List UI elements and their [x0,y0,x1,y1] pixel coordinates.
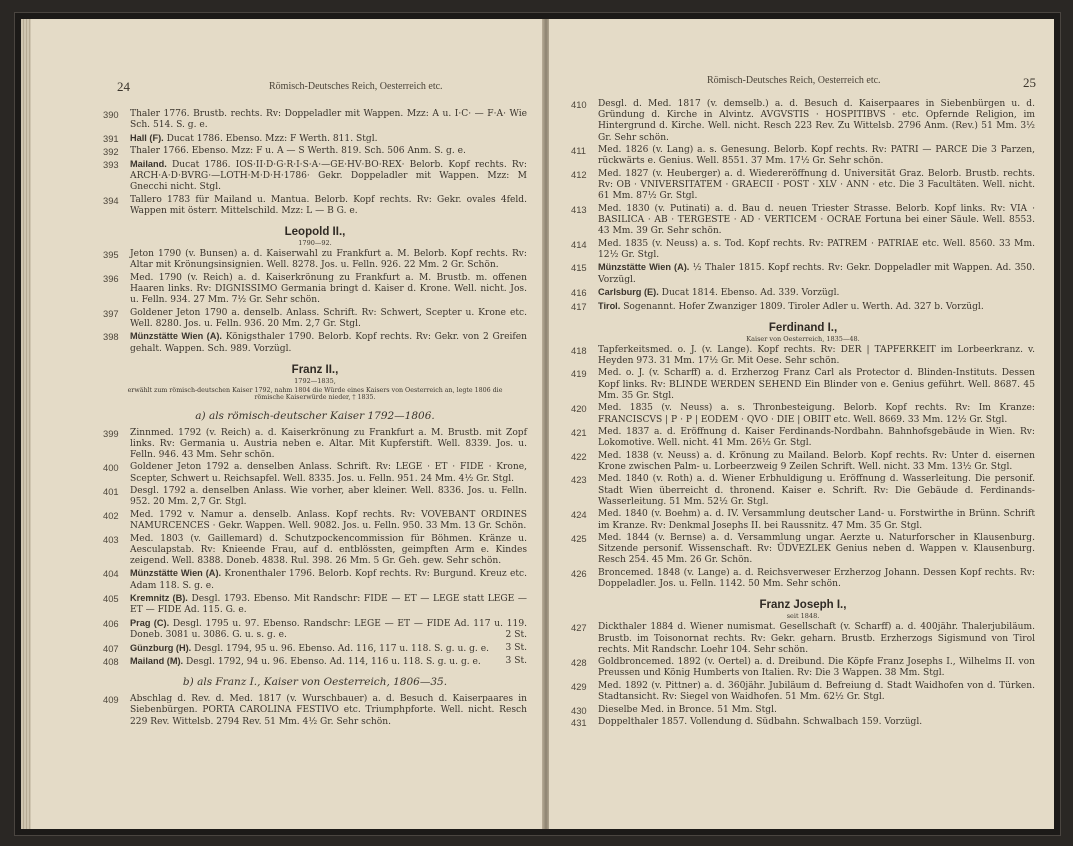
entry-number: 393 [103,158,119,170]
entry-text: Zinnmed. 1792 (v. Reich) a. d. Kaiserkrönung zu Frankfurt a. M. Brustb. mit Zopf links. Rv: Germania u. Austria neben e. Altar. Mit Kupferstift. Well. 8339. Jos. u. Felln. 946. 43 Mm. Sehr schön. [130,427,527,460]
page-number: 25 [1023,75,1036,90]
catalog-entry [103,159,527,194]
catalog-entry [103,195,527,217]
entry-number: 426 [571,567,587,579]
entry-number: 398 [103,331,119,343]
catalog-entry [103,694,527,728]
entry-mint: Mailand. [130,158,167,169]
entry-number: 424 [571,509,587,521]
entry-number: 418 [571,344,587,356]
entry-count: 3 St. [505,656,527,667]
catalog-entry [103,146,527,157]
catalog-entry [571,287,1035,299]
entry-list [103,694,527,728]
subheading: b) als Franz I., Kaiser von Oesterreich, 1806—35. [182,676,448,689]
catalog-entry [571,533,1035,567]
running-head: Römisch-Deutsches Reich, Oesterreich etc. [269,81,443,92]
entry-number: 406 [103,617,119,629]
entry-number: 395 [103,249,119,261]
section-heading [103,226,527,247]
catalog-entry [103,308,527,330]
entry-number: 399 [103,427,119,439]
entry-number: 408 [103,656,119,668]
entry-number: 412 [571,168,587,180]
entry-list [103,428,527,669]
entry-text: Med. 1840 (v. Roth) a. d. Wiener Erbhuldigung u. Eröffnung d. Wasserleitung. Die personif. Stadt Wien überreicht d. thronend. Kaiser e. Schrift. Rv: Die Gebäude d. Ferdinands-Wasserleitung. 51 Mm. 52½ Gr. Stgl. [598,474,1035,507]
heading-years: Kaiser von Oesterreich, 1835—48. [746,334,860,343]
catalog-entry [571,427,1035,449]
entry-text: Tallero 1783 für Mailand u. Mantua. Belorb. Kopf rechts. Rv: Gekr. ovales 4feld. Wappen mit österr. Mittelschild. Mzz: L — B G. e. [130,194,527,216]
entry-text: Med. 1835 (v. Neuss) a. s. Thronbesteigung. Belorb. Kopf rechts. Rv: Im Kranze: FRANCISCVS | P · P | EODEM · QVO · DIE | OBIIT etc. Well. 8669. 33 Mm. 12½ Gr. Stgl. [598,403,1035,425]
entry-number: 422 [571,450,587,462]
section-heading [571,322,1035,343]
entry-text: Med. 1792 v. Namur a. denselb. Anlass. Kopf rechts. Rv: VOVEBANT ORDINES NAMURCENCES · Gekr. Wappen. Well. 9082. Jos. u. Felln. 950. 33 Mm. 13 Gr. Schön. [130,509,527,532]
heading-title: Ferdinand I., [768,321,838,334]
entry-mint: Mailand (M). [130,656,184,667]
entry-text: Thaler 1776. Brustb. rechts. Rv: Doppeladler mit Wappen. Mzz: A u. I·C· — F·A· Wie Sch. 514. S. g. e. [130,109,527,131]
entry-text: Ducat 1786. IOS·II·D·G·R·I·S·A·—GE·HV·BO·REX· Belorb. Kopf rechts. Rv: ARCH·A·D·BVRG·—LOTH·M·D·H·1786· Gekr. Doppeladler mit Wappen. Mzz: M Gnecchi nicht. Stgl. [130,159,527,193]
catalog-entry [571,239,1035,261]
page-edges [21,19,31,829]
book-spread [14,12,1061,836]
catalog-entry [103,249,527,271]
heading-title: Franz II., [291,363,339,376]
entry-number: 417 [571,300,587,312]
entry-number: 414 [571,238,587,250]
entry-list [103,109,527,217]
entry-number: 409 [103,694,119,706]
catalog-entry [103,428,527,462]
catalog-entry [103,273,527,307]
catalog-entry [571,368,1035,402]
entry-number: 396 [103,272,119,284]
catalog-entry [571,622,1035,656]
catalog-entry [571,509,1035,531]
entry-count: 3 St. [505,642,527,653]
heading-years: 1790—92. [298,239,332,248]
entry-text: Sogenannt. Hofer Zwanziger 1809. Tiroler Adler u. Werth. Ad. 327 b. Vorzügl. [623,301,984,312]
entry-number: 404 [103,568,119,580]
section-heading [571,599,1035,620]
entry-text: Med. 1827 (v. Heuberger) a. d. Wiedereröffnung d. Universität Graz. Belorb. Brustb. rechts. Rv: OB · VNIVERSITATEM · GRAECII · POST · XLV · ANN · etc. Die 3 Facultäten. Well. nicht. 61 Mm. 87½ Gr. Stgl. [598,168,1035,202]
catalog-entry [571,99,1035,144]
entry-mint: Carlsburg (E). [598,287,659,298]
entry-text: Med. 1835 (v. Neuss) a. s. Tod. Kopf rechts. Rv: PATREM · PATRIAE etc. Well. 8560. 33 Mm. 12½ Gr. Stgl. [598,238,1035,260]
entry-mint: Münzstätte Wien (A). [130,331,222,342]
catalog-entry [103,643,527,655]
running-head: Römisch-Deutsches Reich, Oesterreich etc. [707,75,881,86]
catalog-entry [571,145,1035,167]
catalog-entry [571,705,1035,716]
heading-title: Leopold II., [284,226,346,239]
entry-text: Kronenthaler 1796. Belorb. Kopf rechts. Rv: Burgund. Kreuz etc. Adam 118. S. g. e. [130,569,527,591]
entry-number: 407 [103,642,119,654]
entry-number: 431 [571,717,587,729]
heading-note: erwählt zum römisch-deutschen Kaiser 1792, nahm 1804 die Würde eines Kaisers von Oesterreich an, legte 1806 die römische Kaiserwürde nieder, † 1835. [127,386,503,402]
entry-text: Dickthaler 1884 d. Wiener numismat. Gesellschaft (v. Scharff) a. d. 400jähr. Thalerjubiläum. Brustb. im Toisonornat rechts. Rv: Gekr. geharn. Brustb. Erzherzogs Sigismund von Tirol rechts. Mit Randschr. Loehr 104. Sehr schön. [598,622,1035,655]
entry-number: 416 [571,287,587,299]
entry-text: Thaler 1766. Ebenso. Mzz: F u. A — S Werth. 819. Sch. 506 Anm. S. g. e. [130,146,466,157]
section-heading [103,364,527,385]
entry-mint: Münzstätte Wien (A). [598,262,690,273]
entry-mint: Prag (C). [130,617,170,628]
entry-number: 430 [571,704,587,716]
entry-text: Doppelthaler 1857. Vollendung d. Südbahn. Schwalbach 159. Vorzügl. [598,717,923,728]
catalog-entry [103,656,527,668]
catalog-entry [571,345,1035,367]
entry-text: Goldener Jeton 1790 a. denselb. Anlass. Schrift. Rv: Schwert, Scepter u. Krone etc. Well. 8280. Jos. u. Felln. 936. 20 Mm. 2,7 Gr. Stgl. [130,307,527,329]
entry-text: Med. 1830 (v. Putinati) a. d. Bau d. neuen Triester Strasse. Belorb. Kopf links. Rv: VIA · BASILICA · AB · TERGESTE · AD · VERTICEM · OCRAE Fortuna bei einer Säule. Well. 8553. 43 Mm. 39 Gr. Sehr schön. [598,203,1035,237]
catalog-entry [103,618,527,641]
entry-text: Med. 1892 (v. Pittner) a. d. 360jähr. Jubiläum d. Befreiung d. Stadt Waidhofen von d. Türken. Stadtansicht. Rv: Siegel von Waidhofen. 51 Mm. 62½ Gr. Stgl. [598,680,1035,703]
entry-text: Dieselbe Med. in Bronce. 51 Mm. Stgl. [598,704,777,715]
catalog-entry [571,262,1035,285]
entry-list [571,99,1035,313]
entry-list [571,622,1035,728]
catalog-entry [571,568,1035,590]
entry-number: 415 [571,262,587,274]
entry-text: Desgl. 1794, 95 u. 96. Ebenso. Ad. 116, 117 u. 118. S. g. u. g. e. [194,643,489,654]
entry-text: ½ Thaler 1815. Kopf rechts. Rv: Gekr. Doppeladler mit Wappen. Ad. 350. Vorzügl. [598,263,1035,285]
catalog-entry [103,568,527,591]
entry-text: Königsthaler 1790. Belorb. Kopf rechts. Rv: Gekr. von 2 Greifen gehalt. Wappen. Sch. 989. Vorzügl. [130,332,527,354]
entry-number: 423 [571,474,587,486]
entry-number: 390 [103,109,119,120]
right-column [571,99,1035,730]
page-number: 24 [117,79,130,94]
catalog-entry [571,169,1035,203]
catalog-entry [571,301,1035,313]
entry-text: Med. 1838 (v. Neuss) a. d. Krönung zu Mailand. Belorb. Kopf rechts. Rv: Unter d. eisernen Krone zwischen Palm- u. Lorbeerzweig 9 Zeilen Schrift. Well. nicht. 33 Mm. 13½ Gr. Stgl. [598,450,1035,472]
entry-text: Med. o. J. (v. Scharff) a. d. Erzherzog Franz Carl als Protector d. Blinden-Instituts. Dessen Kopf links. Rv: BLINDE WERDEN SEHEND Ein Blinder von e. Genius geführt. Well. 8687. 45 Mm. 35 Gr. Stgl. [598,368,1035,401]
entry-text: Desgl. 1793. Ebenso. Mit Randschr: FIDE — ET — LEGE statt LEGE — ET — FIDE Ad. 115. G. e. [130,594,527,616]
entry-number: 429 [571,680,587,692]
entry-count: 2 St. [505,630,527,641]
entry-mint: Hall (F). [130,132,164,143]
entry-number: 420 [571,403,587,415]
entry-text: Med. 1826 (v. Lang) a. s. Genesung. Belorb. Kopf rechts. Rv: PATRI — PARCE Die 3 Parzen, rückwärts e. Genius. Well. 8551. 37 Mm. 17½ Gr. Sehr schön. [598,145,1035,167]
entry-text: Jeton 1790 (v. Bunsen) a. d. Kaiserwahl zu Frankfurt a. M. Belorb. Kopf rechts. Rv: Altar mit Krönungsinsignien. Well. 8278. Jos. u. Felln. 926. 22 Mm. 2 Gr. Schön. [130,249,527,271]
entry-text: Abschlag d. Rev. d. Med. 1817 (v. Wurschbauer) a. d. Besuch d. Kaiserpaares in Siebenbürgen. PORTA CAROLINA FESTIVO etc. Triumphpforte. Well. nicht. Resch 229 Rev. Wittelsb. 2794 Rev. 51 Mm. 4½ Gr. Sehr schön. [130,694,527,727]
entry-mint: Münzstätte Wien (A). [130,568,222,579]
left-page [21,19,543,829]
entry-number: 394 [103,194,119,206]
entry-number: 419 [571,368,587,380]
catalog-entry [571,204,1035,238]
catalog-entry [571,474,1035,508]
entry-list [103,249,527,355]
subheading: a) als römisch-deutscher Kaiser 1792—1806. [195,409,435,422]
catalog-entry [571,451,1035,473]
entry-number: 405 [103,593,119,605]
entry-text: Med. 1840 (v. Boehm) a. d. IV. Versammlung deutscher Land- u. Forstwirthe in Brünn. Schrift im Kranze. Rv: Denkmal Josephs II. bei Raussnitz. 47 Mm. 35 Gr. Stgl. [598,509,1035,531]
catalog-entry [103,109,527,131]
catalog-entry [103,462,527,484]
entry-text: Desgl. d. Med. 1817 (v. demselb.) a. d. Besuch d. Kaiserpaares in Siebenbürgen u. d. Gründung d. Kirche in Alvintz. AVGVSTIS · HOSPITIBVS · etc. Opfernde Religion, im Hintergrund d. Kirche. Well. nicht. Resch 223 Rev. Zu Wittelsb. 2796 Anm. (Rev.) 51 Mm. 3½ Gr. Sehr schön. [598,99,1035,143]
entry-number: 410 [571,99,587,110]
entry-number: 411 [571,145,586,157]
entry-text: Goldbroncemed. 1892 (v. Oertel) a. d. Dreibund. Die Köpfe Franz Josephs I., Wilhelms II. von Preussen und König Humberts von Italien. Rv: Die 3 Wappen. 38 Mm. Stgl. [598,657,1035,679]
entry-number: 428 [571,657,587,669]
entry-mint: Tirol. [598,300,621,311]
entry-text: Desgl. 1795 u. 97. Ebenso. Randschr: LEGE — ET — FIDE Ad. 117 u. 119. Doneb. 3081 u. 3086. G. u. s. g. e. [130,618,527,641]
entry-number: 425 [571,533,587,545]
heading-title: Franz Joseph I., [759,599,847,612]
entry-number: 400 [103,462,119,474]
entry-number: 401 [103,486,119,498]
catalog-entry [103,593,527,616]
entry-text: Med. 1803 (v. Gaillemard) d. Schutzpockencommission für Böhmen. Kränze u. Aesculapstab. Rv: Knieende Frau, auf d. entblössten, geimpften Arm e. Kindes zeigend. Well. 8388. Doneb. 4838. Rul. 398. 26 Mm. 5 Gr. Geh. gew. Sehr schön. [130,533,527,566]
entry-text: Desgl. 1792, 94 u. 96. Ebenso. Ad. 114, 116 u. 118. S. g. u. g. e. [186,657,481,668]
catalog-entry [103,331,527,354]
catalog-entry [103,510,527,532]
entry-text: Ducat 1814. Ebenso. Ad. 339. Vorzügl. [661,288,840,299]
catalog-entry [103,534,527,568]
entry-number: 397 [103,307,119,319]
entry-text: Med. 1844 (v. Bernse) a. d. Versammlung ungar. Aerzte u. Naturforscher in Klausenburg. Sitzende personif. Wissenschaft. Rv: ÜDVEZLEK Genius neben d. Wappen v. Klausenburg. Resch 254. 45 Mm. 26 Gr. Schön. [598,533,1035,566]
catalog-entry [571,681,1035,703]
left-column [103,109,527,729]
catalog-entry [571,717,1035,728]
entry-text: Med. 1837 a. d. Eröffnung d. Kaiser Ferdinands-Nordbahn. Bahnhofsgebäude in Wien. Rv: Lokomotive. Well. nicht. 41 Mm. 26½ Gr. Stgl. [598,427,1035,449]
catalog-entry [103,486,527,508]
entry-text: Ducat 1786. Ebenso. Mzz: F Werth. 811. Stgl. [166,133,378,144]
entry-text: Desgl. 1792 a. denselben Anlass. Wie vorher, aber kleiner. Well. 8336. Jos. u. Felln. 952. 20 Mm. 2,7 Gr. Stgl. [130,486,527,508]
entry-number: 392 [103,146,119,158]
catalog-entry [103,133,527,145]
entry-number: 402 [103,509,119,521]
heading-years: seit 1848. [786,612,820,621]
entry-number: 403 [103,533,119,545]
heading-years: 1792—1835, [294,376,336,385]
right-page [549,19,1054,829]
entry-number: 421 [571,427,587,439]
entry-text: Broncemed. 1848 (v. Lange) a. d. Reichsverweser Erzherzog Johann. Dessen Kopf rechts. Rv: Doppeladler. Jos. u. Felln. 1142. 50 Mm. Sehr schön. [598,567,1035,590]
catalog-entry [571,403,1035,425]
entry-text: Tapferkeitsmed. o. J. (v. Lange). Kopf rechts. Rv: DER | TAPFERKEIT im Lorbeerkranz. v. Heyden 973. 31 Mm. 17½ Gr. Mit Oese. Sehr schön. [598,344,1035,366]
entry-number: 391 [103,132,119,144]
entry-text: Med. 1790 (v. Reich) a. d. Kaiserkrönung zu Frankfurt a. M. Brustb. m. offenen Haaren links. Rv: DIGNISSIMO Germania bringt d. Kaiser d. Krone. Well. nicht. Jos. u. Felln. 934. 27 Mm. 7½ Gr. Sehr schön. [130,272,527,306]
entry-number: 413 [571,203,587,215]
entry-mint: Günzburg (H). [130,642,192,653]
entry-list [571,345,1035,591]
catalog-entry [571,657,1035,679]
entry-text: Goldener Jeton 1792 a. denselben Anlass. Schrift. Rv: LEGE · ET · FIDE · Krone, Scepter, Schwert u. Reichsapfel. Well. 8335. Jos. u. Felln. 951. 24 Mm. 4½ Gr. Stgl. [130,462,527,484]
entry-number: 427 [571,622,587,634]
entry-mint: Kremnitz (B). [130,593,188,604]
